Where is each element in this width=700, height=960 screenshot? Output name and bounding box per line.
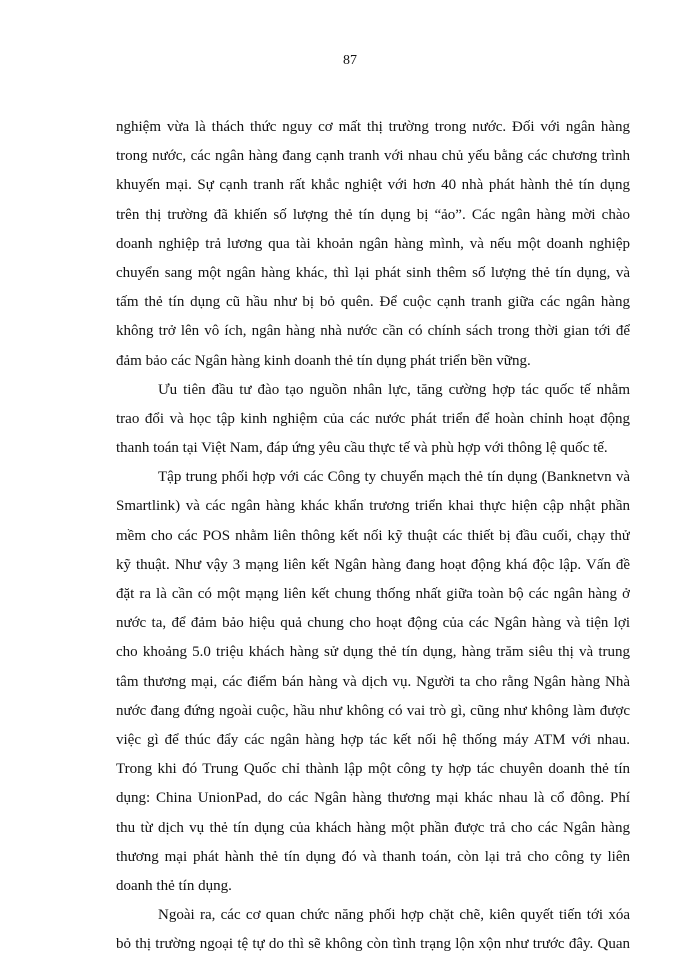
paragraph-1: [116, 113, 630, 376]
text-line: việc gì để thúc đẩy các ngân hàng hợp tác kết nối hệ thống máy ATM với nhau.: [116, 731, 630, 748]
text-line: trong nước, các ngân hàng đang cạnh tranh với nhau chủ yếu bằng các chương trình: [116, 148, 630, 165]
text-line: Ưu tiên đầu tư đào tạo nguồn nhân lực, tăng cường hợp tác quốc tế nhằm: [158, 381, 630, 398]
text-line: kỹ thuật. Như vậy 3 mạng liên kết Ngân hàng đang hoạt động khá độc lập. Vấn đề: [116, 556, 630, 573]
document-body: [116, 113, 630, 959]
text-line: tấm thẻ tín dụng cũ hầu như bị bỏ quên. Để cuộc cạnh tranh giữa các ngân hàng: [116, 294, 630, 311]
text-line: dụng: China UnionPad, do các Ngân hàng thương mại khác nhau là cổ đông. Phí: [116, 790, 630, 807]
text-line: đảm bảo các Ngân hàng kinh doanh thẻ tín dụng phát triển bền vững.: [116, 352, 531, 369]
text-line: thanh toán tại Việt Nam, đáp ứng yêu cầu thực tế và phù hợp với thông lệ quốc tế.: [116, 440, 608, 457]
text-line: đặt ra là cần có một mạng liên kết chung thống nhất giữa toàn bộ các ngân hàng ở: [116, 586, 630, 602]
text-line: Tập trung phối hợp với các Công ty chuyển mạch thẻ tín dụng (Banknetvn và: [158, 469, 630, 486]
text-line: tâm thương mại, các điểm bán hàng và dịch vụ. Người ta cho rằng Ngân hàng Nhà: [116, 673, 630, 690]
text-line: không trở lên vô ích, ngân hàng nhà nước cần có chính sách trong thời gian tới để: [116, 323, 630, 340]
text-line: Smartlink) và các ngân hàng khác khẩn trương triển khai thực hiện cập nhật phần: [116, 498, 630, 515]
text-line: thương mại phát hành thẻ tín dụng đó và thanh toán, còn lại trả cho công ty liên: [116, 848, 630, 865]
text-line: doanh nghiệp trả lương qua tài khoản ngân hàng mình, và nếu một doanh nghiệp: [116, 235, 630, 252]
text-line: trao đổi và học tập kinh nghiệm của các nước phát triển để hoàn chỉnh hoạt động: [116, 410, 630, 427]
text-line: nước đang đứng ngoài cuộc, hầu như không có vai trò gì, cũng như không làm được: [116, 702, 630, 719]
text-line: chuyển sang một ngân hàng khác, thì lại phát sinh thêm số lượng thẻ tín dụng, và: [116, 264, 630, 281]
text-line: mềm cho các POS nhằm liên thông kết nối kỹ thuật các thiết bị đầu cuối, chạy thử: [116, 527, 630, 544]
text-line: nghiệm vừa là thách thức nguy cơ mất thị trường trong nước. Đối với ngân hàng: [116, 119, 630, 135]
text-line: Ngoài ra, các cơ quan chức năng phối hợp chặt chẽ, kiên quyết tiến tới xóa: [158, 907, 630, 924]
text-line: cho khoảng 5.0 triệu khách hàng sử dụng thẻ tín dụng, hàng trăm siêu thị và trung: [116, 644, 630, 661]
text-line: thu từ dịch vụ thẻ tín dụng của khách hàng một phần được trả cho các Ngân hàng: [116, 819, 630, 836]
page-number: 87: [343, 53, 357, 68]
paragraph-4: [116, 901, 630, 959]
text-line: doanh thẻ tín dụng.: [116, 877, 232, 894]
text-line: nước ta, để đảm bảo hiệu quả chung cho hoạt động của các Ngân hàng và tiện lợi: [116, 615, 630, 632]
text-line: trên thị trường đã khiến số lượng thẻ tín dụng bị “ảo”. Các ngân hàng mời chào: [116, 206, 630, 223]
paragraph-2: [116, 376, 630, 464]
paragraph-3: [116, 463, 630, 901]
text-line: bỏ thị trường ngoại tệ tự do thì sẽ không còn tình trạng lộn xộn như trước đây. Quan: [116, 936, 630, 953]
text-line: khuyến mại. Sự cạnh tranh rất khắc nghiệt với hơn 40 nhà phát hành thẻ tín dụng: [116, 177, 630, 194]
text-line: Trong khi đó Trung Quốc chỉ thành lập một công ty hợp tác chuyên doanh thẻ tín: [116, 761, 630, 778]
